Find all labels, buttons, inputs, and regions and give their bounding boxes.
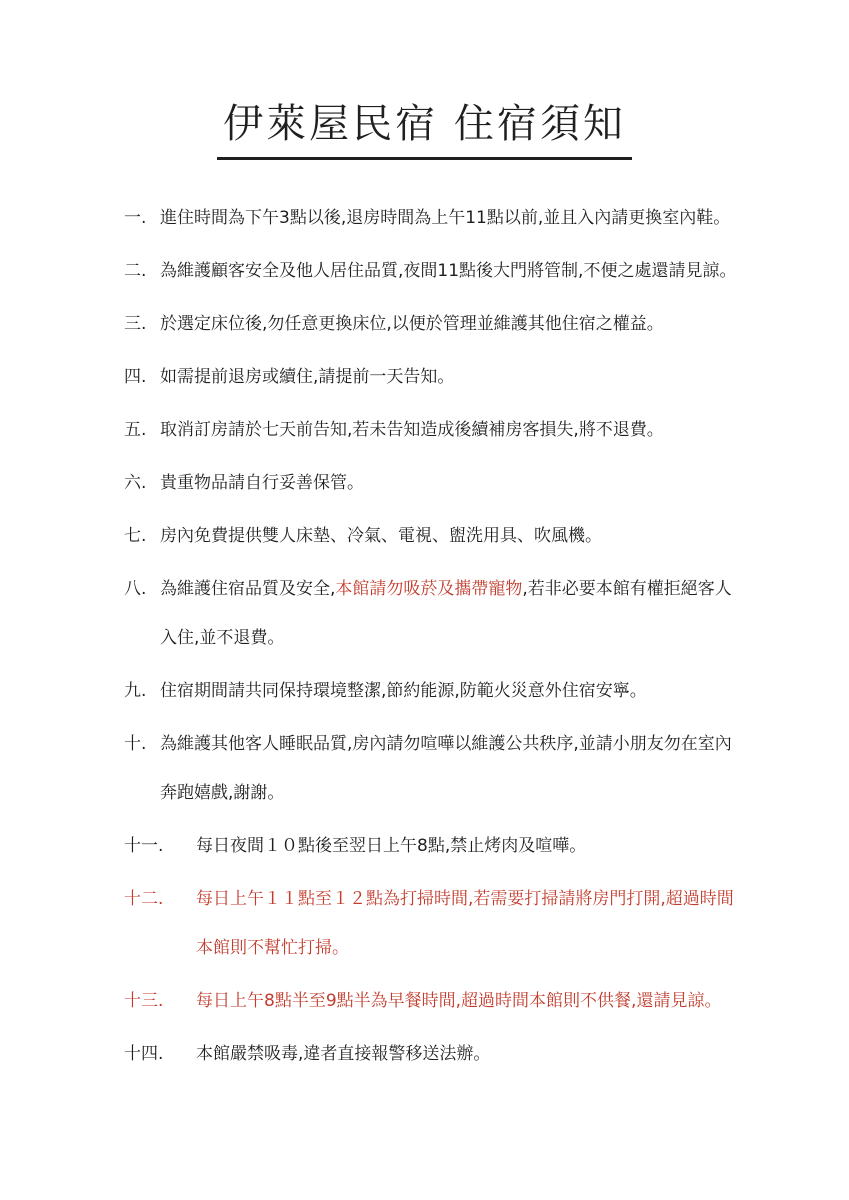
notice-item — [124, 1030, 741, 1079]
item-number: 十三. — [124, 991, 164, 1011]
item-number: 七. — [124, 526, 147, 546]
item-number: 十四. — [124, 1044, 164, 1064]
notice-item — [124, 194, 741, 243]
item-number: 十. — [124, 734, 147, 754]
item-text-segment: 住宿期間請共同保持環境整潔,節約能源,防範火災意外住宿安寧。 — [160, 681, 647, 701]
item-text — [160, 353, 741, 402]
notice-item — [124, 565, 741, 663]
item-text — [160, 194, 741, 243]
notice-item — [124, 300, 741, 349]
item-text — [196, 1030, 741, 1079]
item-number: 四. — [124, 367, 147, 387]
item-text-segment: ,若非必要本館有權拒絕客人入住,並不退費。 — [160, 579, 732, 648]
item-text — [196, 822, 741, 871]
item-number: 九. — [124, 681, 147, 701]
notice-item — [124, 247, 741, 296]
item-number: 六. — [124, 473, 147, 493]
item-number: 十二. — [124, 889, 164, 909]
notice-item — [124, 353, 741, 402]
item-text — [196, 875, 741, 973]
item-text-segment: 進住時間為下午3點以後,退房時間為上午11點以前,並且入內請更換室內鞋。 — [160, 208, 731, 228]
item-text-segment: 貴重物品請自行妥善保管。 — [160, 473, 364, 493]
item-text-segment: 如需提前退房或續住,請提前一天告知。 — [160, 367, 455, 387]
item-number: 三. — [124, 314, 147, 334]
item-text — [160, 720, 741, 818]
notice-item — [124, 720, 741, 818]
notice-item — [124, 512, 741, 561]
notice-item — [124, 822, 741, 871]
item-text-segment: 每日夜間１０點後至翌日上午8點,禁止烤肉及喧嘩。 — [196, 836, 587, 856]
title-section — [0, 0, 849, 160]
item-text-segment: 於選定床位後,勿任意更換床位,以便於管理並維護其他住宿之權益。 — [160, 314, 664, 334]
notice-item — [124, 459, 741, 508]
item-number: 十一. — [124, 836, 164, 856]
item-number: 二. — [124, 261, 147, 281]
item-text-segment: 為維護住宿品質及安全, — [160, 579, 336, 599]
item-text — [160, 300, 741, 349]
item-text-segment: 本館嚴禁吸毒,違者直接報警移送法辦。 — [196, 1044, 491, 1064]
item-text — [160, 667, 741, 716]
notice-item — [124, 977, 741, 1026]
item-text — [196, 977, 741, 1026]
item-number: 一. — [124, 208, 147, 228]
item-text-segment: 每日上午8點半至9點半為早餐時間,超過時間本館則不供餐,還請見諒。 — [196, 991, 722, 1011]
item-text-segment: 為維護顧客安全及他人居住品質,夜間11點後大門將管制,不便之處還請見諒。 — [160, 261, 737, 281]
item-text — [160, 512, 741, 561]
item-text — [160, 406, 741, 455]
item-text-segment: 本館請勿吸菸及攜帶寵物 — [335, 579, 523, 599]
item-text-segment: 為維護其他客人睡眠品質,房內請勿喧嘩以維護公共秩序,並請小朋友勿在室內奔跑嬉戲,謝謝。 — [160, 734, 732, 803]
item-text-segment: 取消訂房請於七天前告知,若未告知造成後續補房客損失,將不退費。 — [160, 420, 664, 440]
item-number: 八. — [124, 579, 147, 599]
item-text — [160, 247, 741, 296]
notice-item — [124, 875, 741, 973]
item-text — [160, 459, 741, 508]
notice-item — [124, 406, 741, 455]
item-text-segment: 房內免費提供雙人床墊、冷氣、電視、盥洗用具、吹風機。 — [160, 526, 602, 546]
notice-item — [124, 667, 741, 716]
item-number: 五. — [124, 420, 147, 440]
item-text — [160, 565, 741, 663]
item-text-segment: 每日上午１１點至１２點為打掃時間,若需要打掃請將房門打開,超過時間本館則不幫忙打掃。 — [196, 889, 734, 958]
notice-list — [0, 160, 849, 1079]
page-title: 伊萊屋民宿 住宿須知 — [217, 92, 632, 160]
